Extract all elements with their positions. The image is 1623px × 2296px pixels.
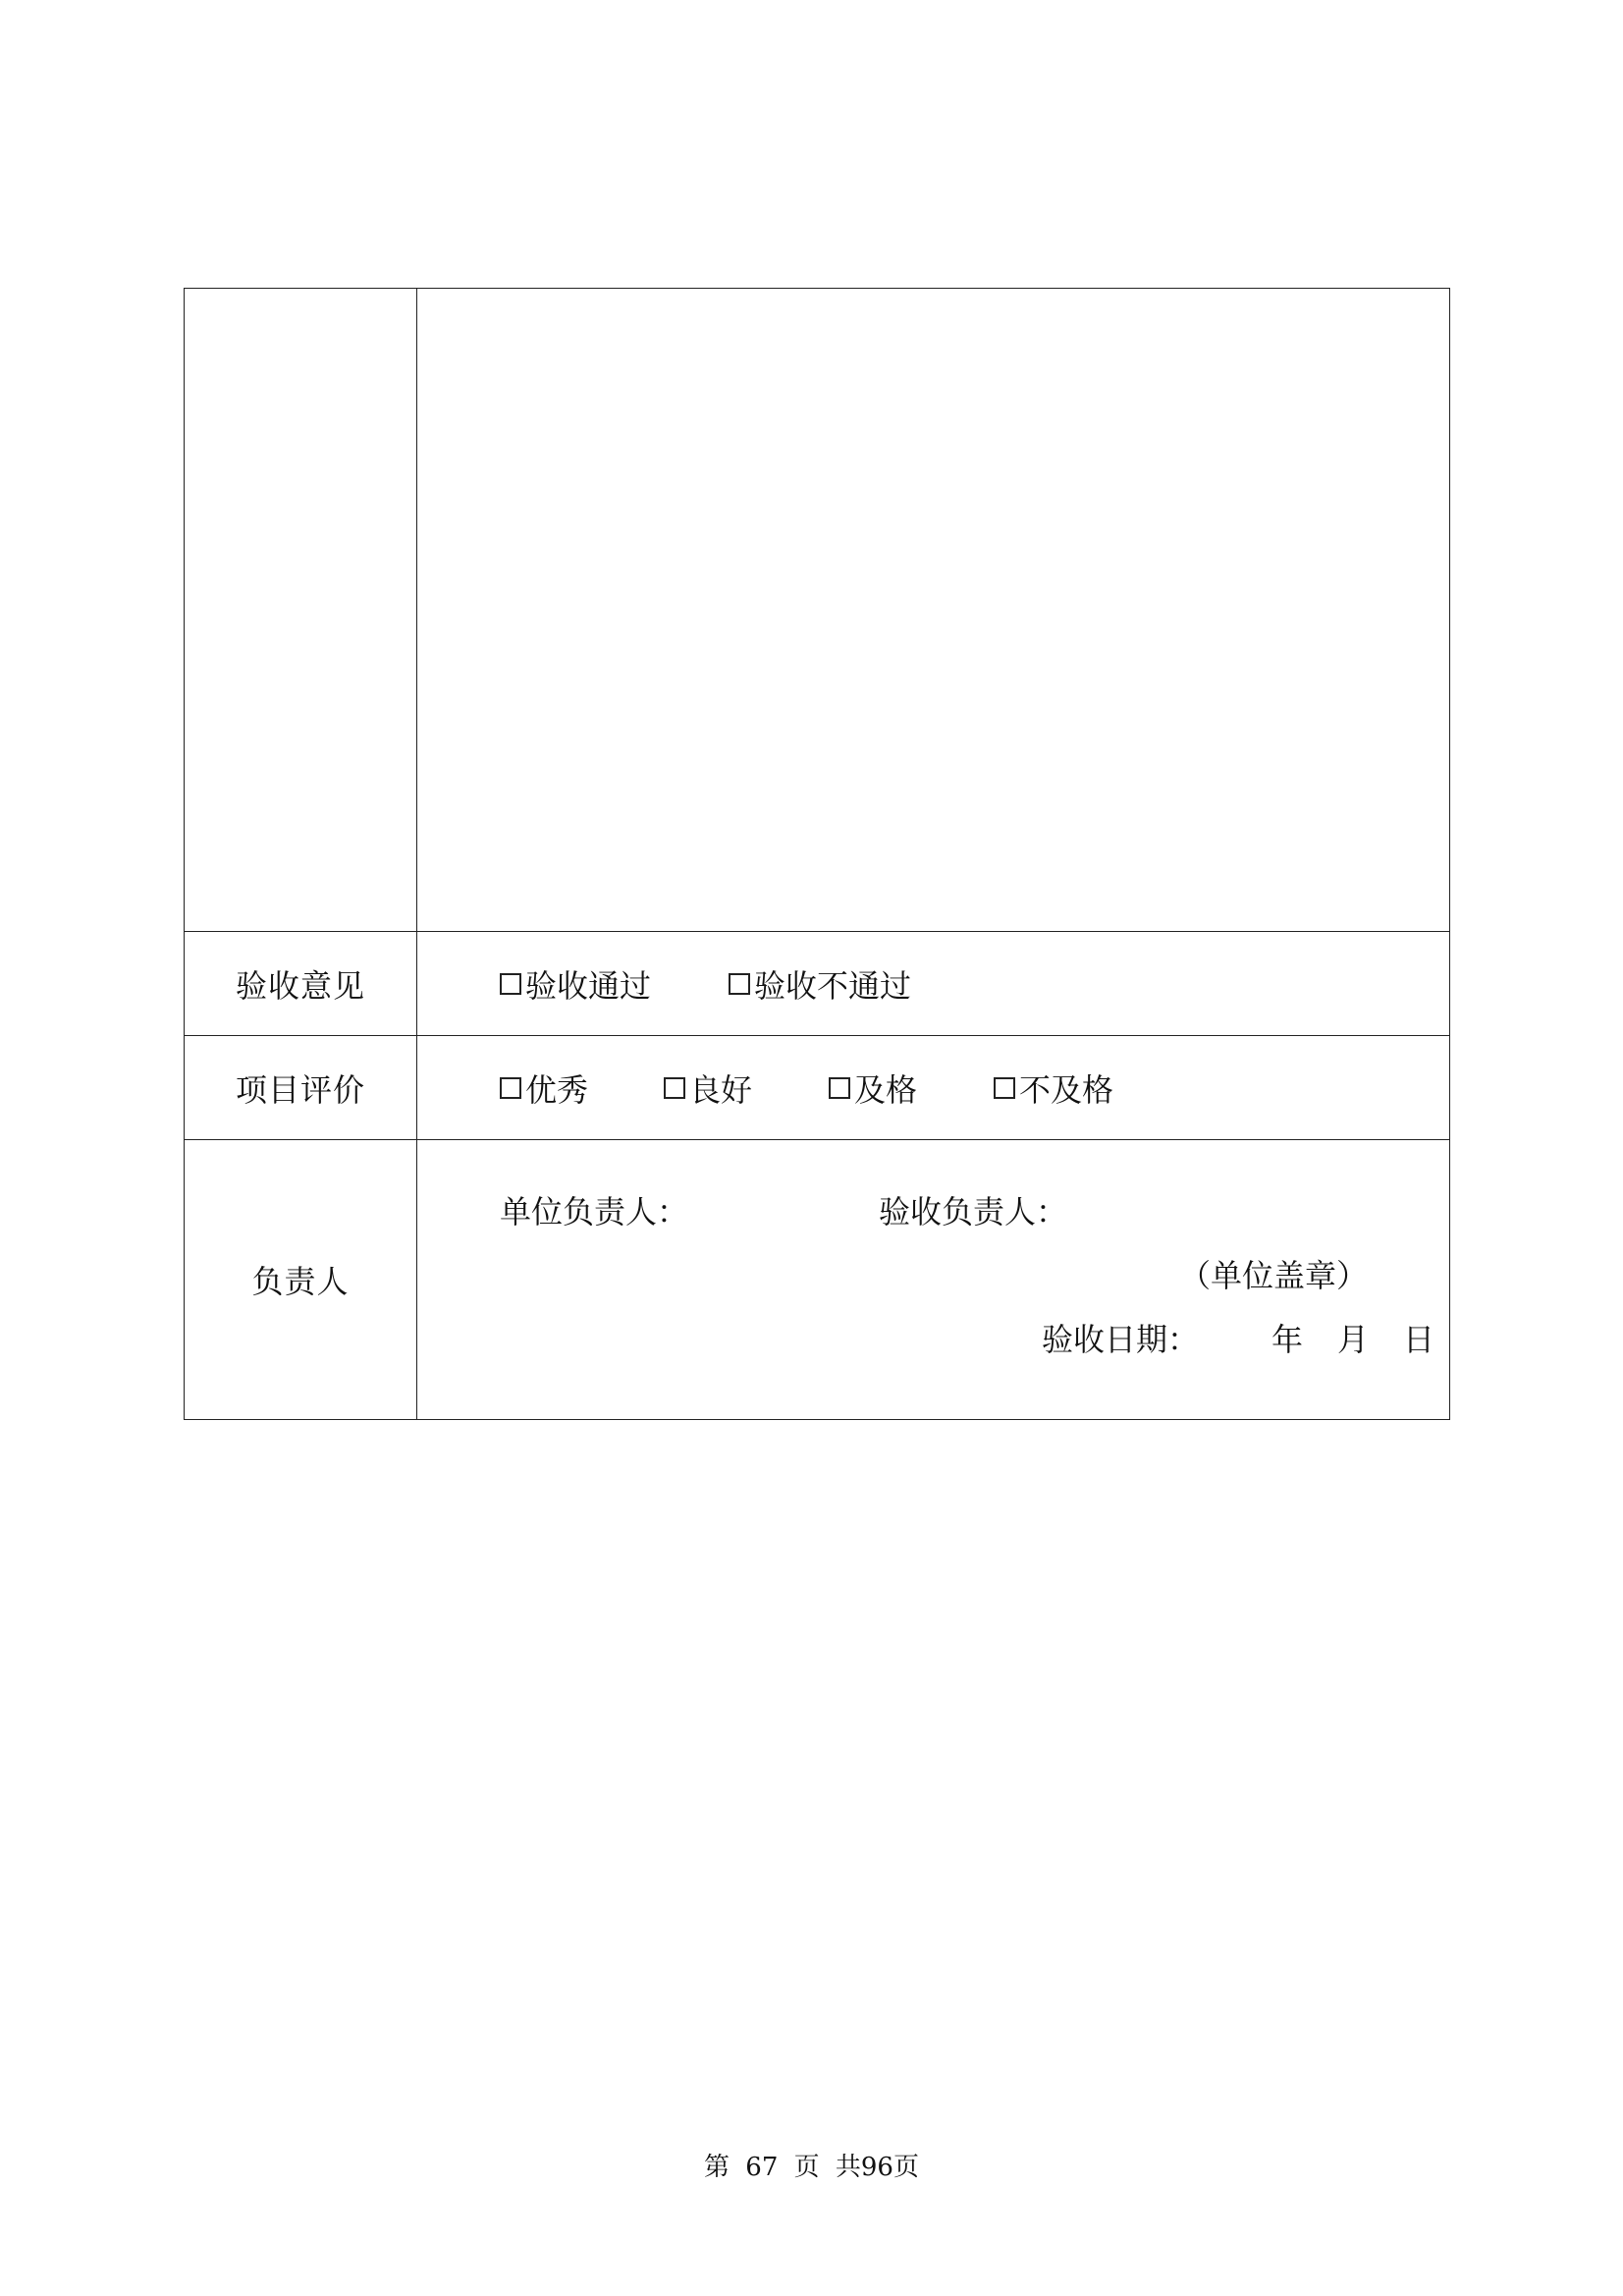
checkbox-icon[interactable] xyxy=(829,1077,850,1099)
checkbox-icon[interactable] xyxy=(500,973,521,995)
option-fail[interactable] xyxy=(994,1066,1113,1111)
responsible-row xyxy=(185,1140,1450,1420)
option-good[interactable] xyxy=(664,1066,752,1111)
blank-content-cell xyxy=(417,289,1450,932)
option-excellent[interactable] xyxy=(500,1066,588,1111)
option-accept-fail[interactable] xyxy=(729,961,911,1007)
option-label: 验收通过 xyxy=(525,966,652,1005)
acceptance-responsible-label: 验收负责人： xyxy=(879,1193,1068,1230)
acceptance-opinion-label: 验收意见 xyxy=(185,932,417,1036)
day-label: 日 xyxy=(1403,1321,1435,1358)
blank-content-row xyxy=(185,289,1450,932)
page-number: 第 67 页 共96页 xyxy=(704,2153,919,2182)
project-evaluation-label: 项目评价 xyxy=(185,1036,417,1140)
option-label: 及格 xyxy=(854,1070,918,1109)
checkbox-icon[interactable] xyxy=(994,1077,1015,1099)
option-label: 优秀 xyxy=(525,1070,589,1109)
unit-responsible-label: 单位负责人： xyxy=(500,1193,689,1230)
option-label: 良好 xyxy=(689,1070,753,1109)
month-label: 月 xyxy=(1337,1321,1370,1358)
option-accept-pass[interactable] xyxy=(500,961,651,1007)
option-label: 不及格 xyxy=(1019,1070,1114,1109)
acceptance-form-table xyxy=(184,288,1450,1420)
project-evaluation-options xyxy=(417,1036,1450,1140)
acceptance-opinion-options xyxy=(417,932,1450,1036)
unit-seal-label: （单位盖章） xyxy=(1179,1257,1369,1294)
responsible-content xyxy=(417,1140,1450,1420)
acceptance-opinion-row xyxy=(185,932,1450,1036)
year-label: 年 xyxy=(1271,1321,1304,1358)
blank-label-cell xyxy=(185,289,417,932)
option-pass[interactable] xyxy=(829,1066,917,1111)
option-label: 验收不通过 xyxy=(754,966,912,1005)
acceptance-date-label: 验收日期： xyxy=(1042,1321,1200,1358)
checkbox-icon[interactable] xyxy=(500,1077,521,1099)
project-evaluation-row xyxy=(185,1036,1450,1140)
checkbox-icon[interactable] xyxy=(664,1077,685,1099)
responsible-label: 负责人 xyxy=(185,1140,417,1420)
checkbox-icon[interactable] xyxy=(729,973,750,995)
